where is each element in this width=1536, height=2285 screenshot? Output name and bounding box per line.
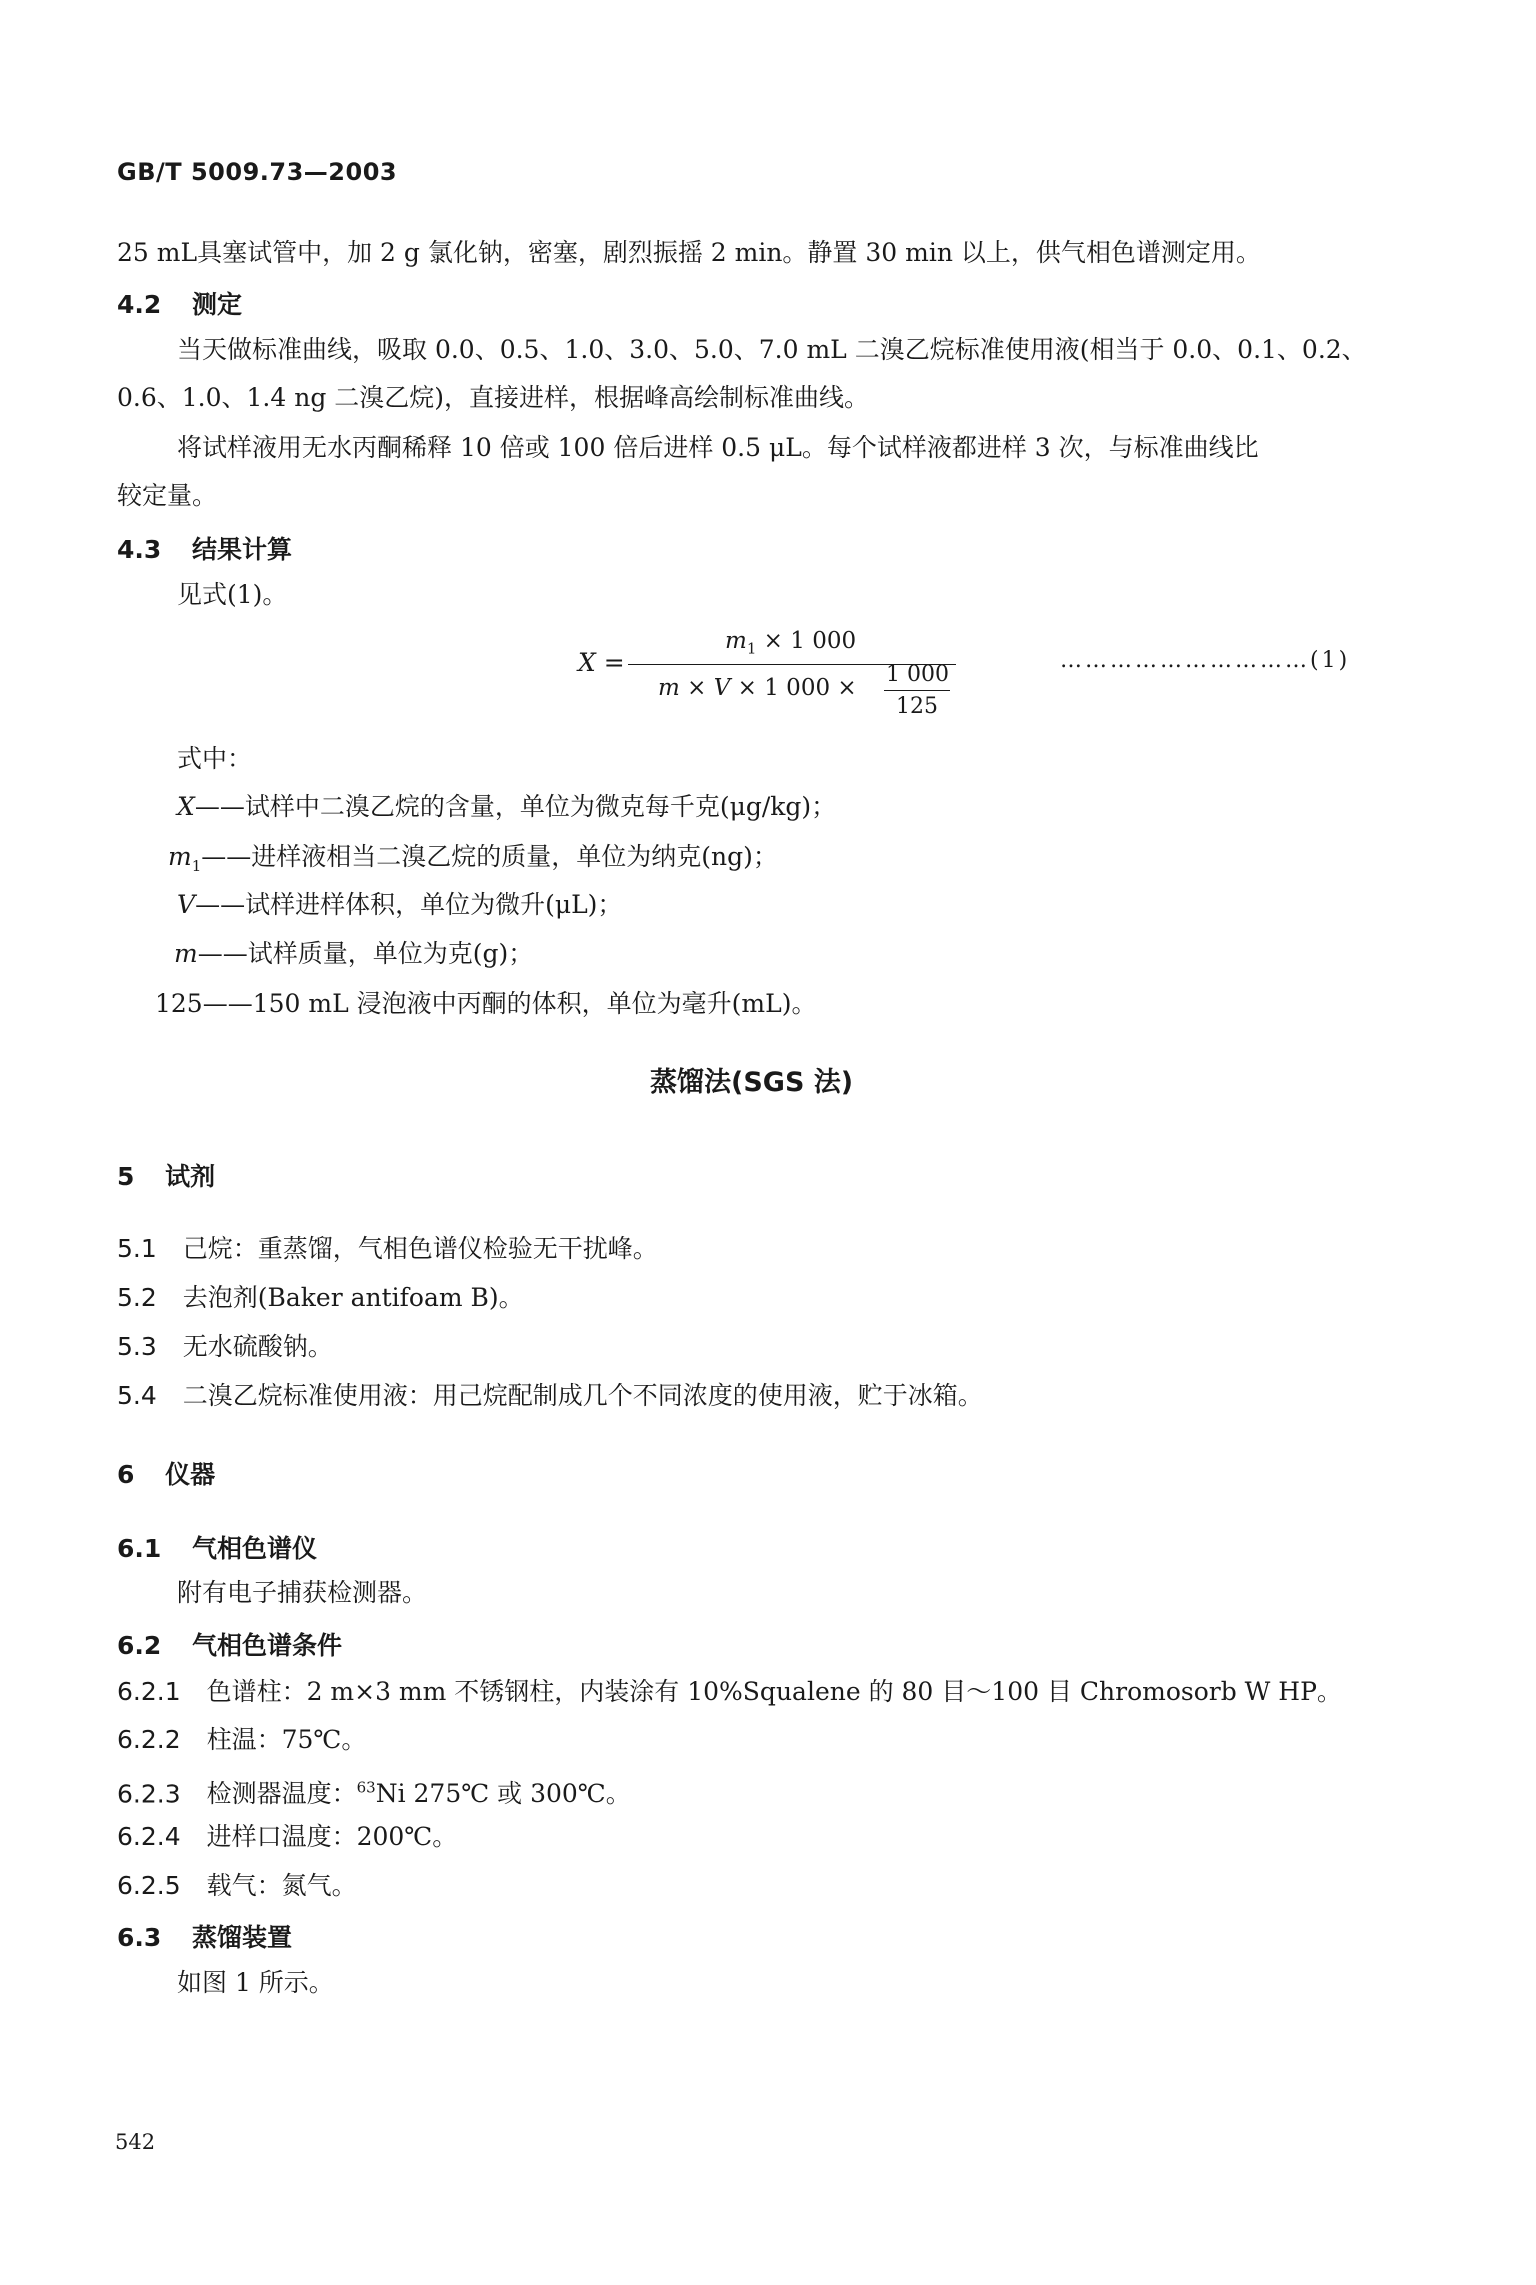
item-suffix: Ni 275℃ 或 300℃。: [375, 1779, 631, 1809]
list-item-6-2-3: [117, 1771, 631, 1811]
var-def-v: [177, 888, 622, 922]
where-label: 式中：: [177, 744, 253, 773]
item-number: 5.1: [117, 1234, 157, 1263]
formula-lhs: [578, 648, 625, 677]
var-dash: ——: [195, 890, 246, 919]
item-text: 去泡剂(Baker antifoam B)。: [182, 1283, 524, 1312]
var-def-m1: [168, 840, 778, 883]
item-text: 载气：氮气。: [206, 1871, 357, 1900]
var-symbol: m: [174, 939, 198, 968]
paragraph-ecd: 附有电子捕获检测器。: [177, 1578, 428, 1607]
isotope-superscript: 63: [356, 1779, 376, 1797]
section-title: 结果计算: [192, 535, 293, 564]
standard-number: GB/T 5009.73—2003: [117, 158, 398, 186]
section-4-3-heading: [117, 530, 292, 566]
item-number: 5.2: [117, 1283, 157, 1312]
list-item-6-2-5: [117, 1869, 357, 1903]
num-sub: 1: [746, 639, 757, 658]
inner-numerator: 1 000: [886, 662, 949, 687]
list-item-5-4: [117, 1379, 983, 1413]
den-mid2: × 1 000 ×: [730, 675, 857, 701]
inner-denominator: 125: [896, 694, 938, 719]
var-symbol: 125: [155, 989, 203, 1018]
formula-denominator: [658, 675, 857, 701]
var-def-x: [177, 790, 836, 824]
den-m: m: [658, 675, 680, 701]
var-dash: ——: [194, 792, 245, 821]
item-text: 色谱柱：2 m×3 mm 不锈钢柱，内装涂有 10%Squalene 的 80 目～100 目 Chromosorb W HP。: [206, 1677, 1342, 1706]
item-text: 二溴乙烷标准使用液：用己烷配制成几个不同浓度的使用液，贮于冰箱。: [182, 1381, 983, 1410]
section-title: 测定: [192, 290, 243, 319]
item-number: 6.2.4: [117, 1822, 181, 1851]
var-text: 进样液相当二溴乙烷的质量，单位为纳克(ng)；: [251, 842, 778, 871]
section-title: 仪器: [165, 1460, 216, 1489]
inner-fraction-bar: [884, 690, 950, 691]
item-prefix: 检测器温度：: [206, 1779, 357, 1809]
section-number: 6.2: [117, 1631, 162, 1660]
paragraph-see-figure: 如图 1 所示。: [177, 1968, 334, 1997]
item-number: 5.4: [117, 1381, 157, 1410]
var-def-m: [174, 937, 533, 971]
paragraph-standard-curve-line1: 当天做标准曲线，吸取 0.0、0.5、1.0、3.0、5.0、7.0 mL 二溴乙烷标准使用液(相当于 0.0、0.1、0.2、: [177, 335, 1367, 364]
section-title: 试剂: [165, 1162, 216, 1191]
item-text: 进样口温度：200℃。: [206, 1822, 458, 1851]
formula-numerator: [725, 628, 856, 658]
section-6-1-heading: [117, 1529, 317, 1565]
paragraph-dilution-line2: 较定量。: [117, 481, 218, 510]
item-text: 无水硫酸钠。: [182, 1332, 333, 1361]
var-dash: ——: [197, 939, 248, 968]
var-text: 试样中二溴乙烷的含量，单位为微克每千克(μg/kg)；: [244, 792, 837, 821]
section-title: 气相色谱条件: [192, 1631, 343, 1660]
var-dash: ——: [201, 842, 252, 871]
section-number: 6.1: [117, 1534, 162, 1563]
var-symbol: m: [168, 842, 192, 871]
section-number: 4.3: [117, 535, 162, 564]
section-title: 气相色谱仪: [192, 1534, 318, 1563]
section-number: 4.2: [117, 290, 162, 319]
item-number: 5.3: [117, 1332, 157, 1361]
method-title: 蒸馏法(SGS 法): [650, 1067, 854, 1098]
var-text: 150 mL 浸泡液中丙酮的体积，单位为毫升(mL)。: [252, 989, 817, 1018]
section-title: 蒸馏装置: [192, 1923, 293, 1952]
section-number: 6: [117, 1460, 135, 1489]
section-6-2-heading: [117, 1626, 342, 1662]
page-number: 542: [115, 2130, 156, 2154]
var-text: 试样进样体积，单位为微升(μL)；: [245, 890, 623, 919]
section-number: 5: [117, 1162, 135, 1191]
list-item-5-1: [117, 1232, 658, 1266]
num-rest: × 1 000: [756, 628, 857, 654]
den-mid1: ×: [679, 675, 714, 701]
formula-label: …………………………(1): [1060, 648, 1351, 673]
var-text: 试样质量，单位为克(g)；: [247, 939, 534, 968]
var-sub: 1: [191, 857, 202, 875]
section-number: 6.3: [117, 1923, 162, 1952]
paragraph-tube: 25 mL具塞试管中，加 2 g 氯化钠，密塞，剧烈振摇 2 min。静置 30 min 以上，供气相色谱测定用。: [117, 238, 1261, 267]
num-m: m: [725, 628, 747, 654]
formula-lhs-text: X =: [578, 648, 625, 677]
paragraph-dilution-line1: 将试样液用无水丙酮稀释 10 倍或 100 倍后进样 0.5 μL。每个试样液都进样 3 次，与标准曲线比: [177, 433, 1259, 462]
item-text: 柱温：75℃。: [206, 1725, 367, 1754]
item-number: 6.2.1: [117, 1677, 181, 1706]
paragraph-see-formula: 见式(1)。: [177, 580, 288, 609]
section-6-heading: [117, 1455, 215, 1491]
list-item-5-3: [117, 1330, 333, 1364]
item-number: 6.2.3: [117, 1779, 181, 1809]
item-text: 己烷：重蒸馏，气相色谱仪检验无干扰峰。: [182, 1234, 658, 1263]
item-text: [207, 1779, 631, 1808]
list-item-5-2: [117, 1281, 524, 1315]
list-item-6-2-4: [117, 1820, 457, 1854]
section-6-3-heading: [117, 1918, 292, 1954]
section-5-heading: [117, 1157, 215, 1193]
var-def-125: [155, 987, 816, 1021]
var-symbol: X: [177, 792, 195, 821]
var-symbol: V: [177, 890, 196, 919]
paragraph-standard-curve-line2: 0.6、1.0、1.4 ng 二溴乙烷)，直接进样，根据峰高绘制标准曲线。: [117, 383, 870, 412]
list-item-6-2-2: [117, 1723, 366, 1757]
var-dash: ——: [202, 989, 253, 1018]
list-item-6-2-1: [117, 1675, 1342, 1709]
section-4-2-heading: [117, 285, 242, 321]
den-v: V: [713, 675, 731, 701]
item-number: 6.2.5: [117, 1871, 181, 1900]
item-number: 6.2.2: [117, 1725, 181, 1754]
